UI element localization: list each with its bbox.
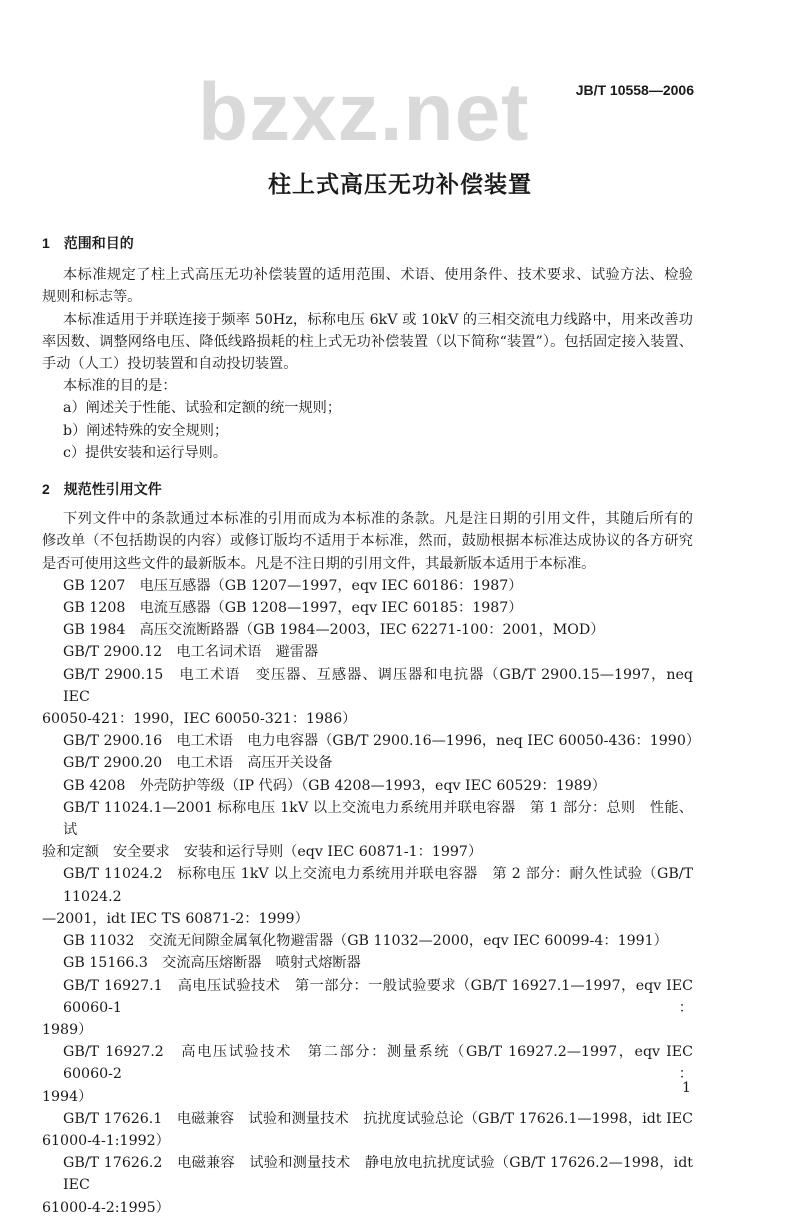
paragraph <box>42 1152 693 1219</box>
text-line: 验和定额 安全要求 安装和运行导则（eqv IEC 60871-1：1997） <box>42 844 483 861</box>
paragraph <box>42 930 693 952</box>
paragraph <box>42 442 693 464</box>
paragraph <box>42 1041 693 1108</box>
paragraph <box>42 641 693 663</box>
paragraph <box>42 597 693 619</box>
document-body <box>42 232 701 1219</box>
text-line: GB/T 17626.1 电磁兼容 试验和测量技术 抗扰度试验总论（GB/T 17626.1—1998，idt IEC <box>63 1110 693 1127</box>
text-line: GB/T 11024.2 标称电压 1kV 以上交流电力系统用并联电容器 第 2 部分：耐久性试验（GB/T 11024.2 <box>63 866 693 905</box>
text-line: 1994） <box>42 1088 93 1105</box>
text-line: GB 1984 高压交流断路器（GB 1984—2003，IEC 62271-100：2001，MOD） <box>63 622 605 639</box>
text-line: 61000-4-1:1992） <box>42 1132 170 1149</box>
text-line: GB/T 11024.1—2001 标称电压 1kV 以上交流电力系统用并联电容器 第 1 部分：总则 性能、试 <box>63 799 693 839</box>
paragraph <box>42 952 693 974</box>
text-line: 手动（人工）投切装置和自动投切装置。 <box>42 356 298 373</box>
section-heading <box>42 232 693 254</box>
standard-code-header: JB/T 10558—2006 <box>575 82 694 98</box>
text-line: GB 1207 电压互感器（GB 1207—1997，eqv IEC 60186：1987） <box>63 577 523 594</box>
text-line: GB 4208 外壳防护等级（IP 代码）（GB 4208—1993，eqv IEC 60529：1989） <box>63 777 606 794</box>
paragraph <box>42 730 701 752</box>
text-line: a）阐述关于性能、试验和定额的统一规则； <box>63 400 342 417</box>
text-line: 本标准的目的是： <box>63 378 177 395</box>
text-line: 61000-4-2:1995） <box>42 1199 170 1216</box>
text-line: GB 1208 电流互感器（GB 1208—1997，eqv IEC 60185：1987） <box>63 600 523 617</box>
paragraph <box>42 575 693 597</box>
section-title: 范围和目的 <box>63 235 134 251</box>
text-line: b）阐述特殊的安全规则； <box>63 422 229 439</box>
text-line: 本标准适用于并联连接于频率 50Hz，标称电压 6kV 或 10kV 的三相交流电力线路中，用来改善功 <box>63 311 693 328</box>
text-line: 1989） <box>42 1021 93 1038</box>
paragraph <box>42 619 693 641</box>
text-line: GB/T 16927.1 高电压试验技术 第一部分：一般试验要求（GB/T 16927.1—1997，eqv IEC 60060-1： <box>63 977 693 1016</box>
paragraph <box>42 264 693 308</box>
text-line: 规则和标志等。 <box>42 289 142 306</box>
paragraph <box>42 375 693 397</box>
page-number: 1 <box>682 1080 691 1096</box>
section-heading <box>42 478 693 500</box>
document-title: 柱上式高压无功补偿装置 <box>268 171 532 198</box>
text-line: —2001，idt IEC TS 60871-2：1999） <box>42 910 309 927</box>
text-line: 60050-421：1990，IEC 60050-321：1986） <box>42 711 357 728</box>
text-line: GB/T 2900.12 电工名词术语 避雷器 <box>63 644 319 661</box>
text-line: 率因数、调整网络电压、降低线路损耗的柱上式无功补偿装置（以下简称“装置”）。包括固定接入装置、 <box>42 333 693 350</box>
text-line: GB 15166.3 交流高压熔断器 喷射式熔断器 <box>63 955 361 972</box>
paragraph <box>42 797 693 864</box>
paragraph <box>42 508 693 575</box>
paragraph <box>42 420 693 442</box>
text-line: GB/T 2900.16 电工术语 电力电容器（GB/T 2900.16—1996，neq IEC 60050-436：1990） <box>63 733 701 750</box>
text-line: 本标准规定了柱上式高压无功补偿装置的适用范围、术语、使用条件、技术要求、试验方法、检验 <box>63 267 693 284</box>
text-line: GB/T 2900.15 电工术语 变压器、互感器、调压器和电抗器（GB/T 2900.15—1997，neq IEC <box>63 666 693 705</box>
text-line: GB/T 17626.2 电磁兼容 试验和测量技术 静电放电抗扰度试验（GB/T 17626.2—1998，idt IEC <box>63 1155 693 1194</box>
paragraph <box>42 863 693 930</box>
text-line: GB 11032 交流无间隙金属氧化物避雷器（GB 11032—2000，eqv IEC 60099-4：1991） <box>63 933 668 950</box>
text-line: 修改单（不包括勘误的内容）或修订版均不适用于本标准，然而，鼓励根据本标准达成协议的各方研究 <box>42 533 693 550</box>
paragraph <box>42 309 693 376</box>
section-title: 规范性引用文件 <box>63 481 162 498</box>
section-number: 1 <box>42 235 50 251</box>
paragraph <box>42 1108 693 1152</box>
section-number: 2 <box>42 481 50 498</box>
paragraph <box>42 752 693 774</box>
text-line: 是否可使用这些文件的最新版本。凡是不注日期的引用文件，其最新版本适用于本标准。 <box>42 555 596 572</box>
text-line: GB/T 2900.20 电工术语 高压开关设备 <box>63 755 333 772</box>
text-line: c）提供安装和运行导则。 <box>63 444 228 461</box>
paragraph <box>42 775 693 797</box>
text-line: GB/T 16927.2 高电压试验技术 第二部分：测量系统（GB/T 16927.2—1997，eqv IEC 60060-2： <box>63 1044 693 1083</box>
watermark: bzxz.net <box>198 67 530 158</box>
paragraph <box>42 664 693 731</box>
paragraph <box>42 397 693 419</box>
paragraph <box>42 975 693 1042</box>
text-line: 下列文件中的条款通过本标准的引用而成为本标准的条款。凡是注日期的引用文件，其随后所有的 <box>63 511 693 528</box>
